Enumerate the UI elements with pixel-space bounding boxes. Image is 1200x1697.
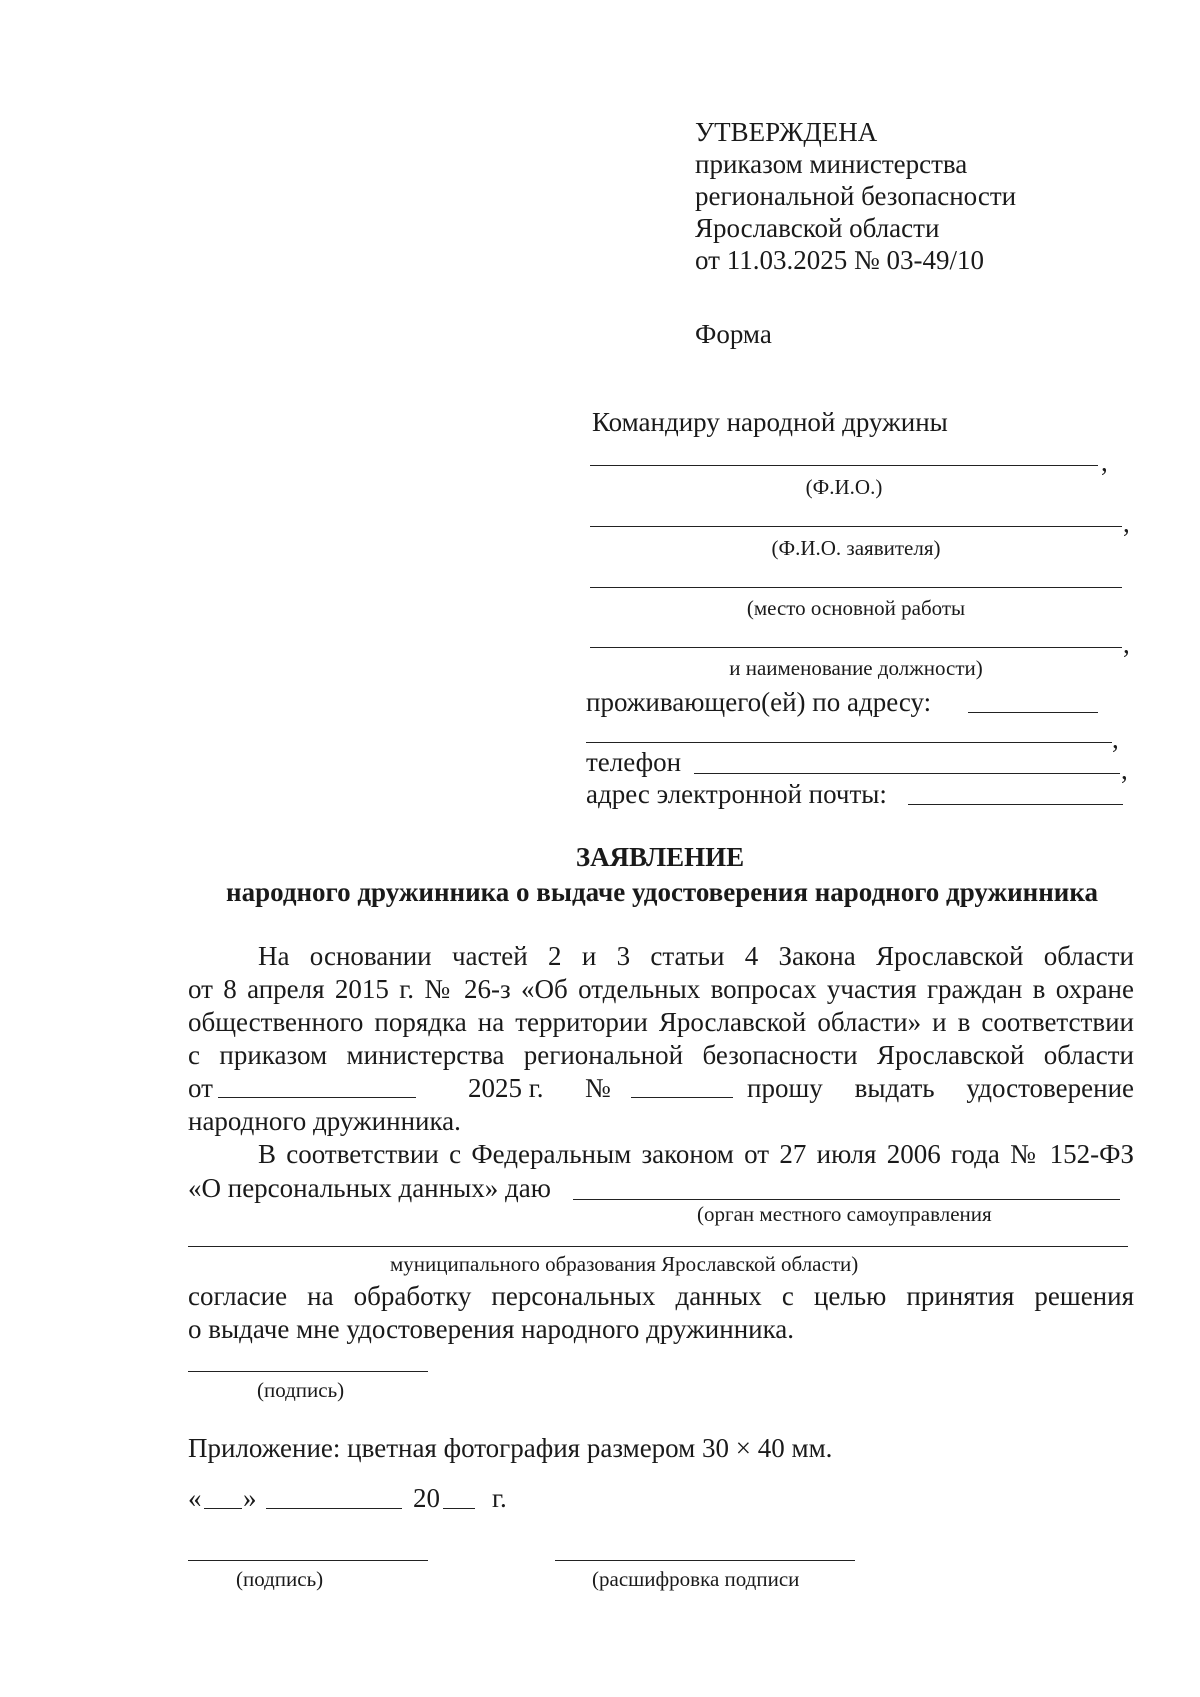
work-hint-1: (место основной работы [746,596,966,620]
email-blank [908,804,1123,805]
document-subtitle: народного дружинника о выдаче удостоверения народного дружинника [226,877,1098,907]
approval-line-4: от 11.03.2025 № 03-49/10 [695,245,984,275]
order-from-label: от [188,1073,213,1103]
residing-label: проживающего(ей) по адресу: [586,687,932,717]
request-text: прошу выдать удостоверение [747,1073,1134,1103]
order-number-blank [631,1097,733,1098]
date-close-quote: » [243,1483,257,1513]
paragraph-1-line-1: На основании частей 2 и 3 статьи 4 Закона Ярославской области [258,941,1134,971]
date-year-blank [443,1508,475,1509]
paragraph-1-line-3: общественного порядка на территории Ярославской области» и в соответствии [188,1007,1134,1037]
workplace-blank [590,587,1122,588]
commander-fio-blank [590,465,1098,466]
order-date-blank [218,1097,416,1098]
order-year: 2025 г. [468,1073,544,1103]
date-day-blank [204,1508,242,1509]
date-month-blank [266,1508,402,1509]
fio-hint: (Ф.И.О.) [805,475,883,499]
footer-signature-blank [188,1560,428,1561]
approval-title: УТВЕРЖДЕНА [695,117,878,147]
authority-hint-2: муниципального образования Ярославской области) [390,1252,859,1276]
paragraph-2-line-3: согласие на обработку персональных данных с целью принятия решения [188,1281,1134,1311]
email-label: адрес электронной почты: [586,779,887,809]
comma: , [1112,724,1119,754]
footer-decoding-blank [555,1560,855,1561]
phone-label: телефон [586,747,682,777]
paragraph-2-line-4: о выдаче мне удостоверения народного дружинника. [188,1314,795,1344]
date-year-suffix: г. [492,1483,507,1513]
approval-line-2: региональной безопасности [695,181,1017,211]
paragraph-1-line-6: народного дружинника. [188,1106,461,1136]
paragraph-2-line-1: В соответствии с Федеральным законом от 27 июля 2006 года № 152-ФЗ [258,1139,1134,1169]
authority-hint-1: (орган местного самоуправления [697,1202,992,1226]
work-hint-2: и наименование должности) [729,656,983,680]
address-blank-1 [968,712,1098,713]
comma: , [1123,629,1130,659]
addressee-to: Командиру народной дружины [592,407,948,437]
consent-signature-hint: (подпись) [257,1378,345,1402]
date-century: 20 [413,1483,440,1513]
approval-line-3: Ярославской области [695,213,940,243]
paragraph-1-line-2: от 8 апреля 2015 г. № 26-з «Об отдельных вопросах участия граждан в охране [188,974,1134,1004]
position-blank [590,647,1122,648]
paragraph-2-line-2: «О персональных данных» даю [188,1173,551,1203]
approval-line-1: приказом министерства [695,149,968,179]
paragraph-1-line-4: с приказом министерства региональной безопасности Ярославской области [188,1040,1134,1070]
comma: , [1101,447,1108,477]
authority-blank-1 [573,1199,1120,1200]
document-title: ЗАЯВЛЕНИЕ [575,842,745,872]
applicant-hint: (Ф.И.О. заявителя) [771,536,941,560]
phone-blank [694,773,1120,774]
authority-blank-2 [188,1246,1128,1247]
applicant-fio-blank [590,526,1122,527]
consent-signature-blank [188,1371,428,1372]
form-label: Форма [695,319,772,349]
address-blank-2 [586,742,1112,743]
footer-decoding-hint: (расшифровка подписи [592,1567,800,1591]
date-open-quote: « [188,1483,202,1513]
comma: , [1123,508,1130,538]
order-number-label: № [585,1073,611,1103]
footer-signature-hint: (подпись) [236,1567,324,1591]
comma: , [1121,755,1128,785]
attachment-note: Приложение: цветная фотография размером 30 × 40 мм. [188,1433,833,1463]
